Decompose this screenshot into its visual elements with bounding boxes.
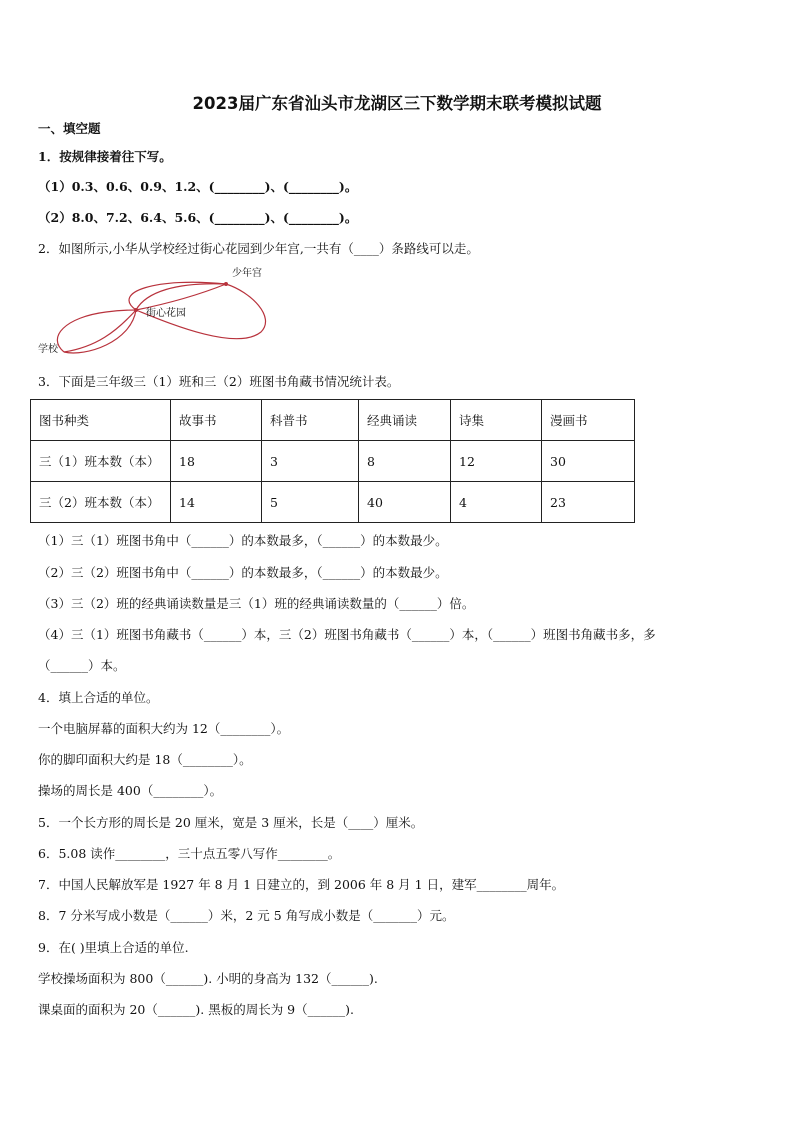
table-header-row [31,400,635,441]
page-title: 2023届广东省汕头市龙湖区三下数学期末联考模拟试题 [192,94,602,113]
question-1-stem: 1．按规律接着往下写。 [38,149,172,164]
table-cell: 40 [359,482,451,523]
table-row [31,441,635,482]
table-cell: 5 [262,482,359,523]
question-4-line-1: 一个电脑屏幕的面积大约为 12（________）。 [38,721,290,736]
question-1-line-1: （1）0.3、0.6、0.9、1.2、(________)、(________)。 [38,179,358,194]
table-cell: 4 [451,482,542,523]
question-9-line-1: 学校操场面积为 800（______). 小明的身高为 132（______). [38,971,378,986]
table-cell: 科普书 [262,400,359,441]
question-4-stem: 4．填上合适的单位。 [38,690,159,705]
question-9-line-2: 课桌面的面积为 20（______). 黑板的周长为 9（______). [38,1002,354,1017]
question-3-sub-3: （3）三（2）班的经典诵读数量是三（1）班的经典诵读数量的（______）倍。 [38,596,475,611]
question-4-line-3: 操场的周长是 400（________）。 [38,783,223,798]
garden-label: 街心花园 [146,308,186,319]
table-cell: 诗集 [451,400,542,441]
palace-label: 少年宫 [232,268,262,279]
question-2-stem: 2．如图所示,小华从学校经过街心花园到少年宫,一共有（____）条路线可以走。 [38,241,479,256]
table-cell: 三（1）班本数（本） [31,441,171,482]
table-cell: 3 [262,441,359,482]
question-7: 7．中国人民解放军是 1927 年 8 月 1 日建立的，到 2006 年 8 月 1 日，建军________周年。 [38,877,565,892]
question-4-line-2: 你的脚印面积大约是 18（________）。 [38,752,252,767]
table-cell: 经典诵读 [359,400,451,441]
question-3-sub-2: （2）三（2）班图书角中（______）的本数最多，（______）的本数最少。 [38,565,448,580]
question-3-sub-1: （1）三（1）班图书角中（______）的本数最多，（______）的本数最少。 [38,533,448,548]
question-3-stem: 3．下面是三年级三（1）班和三（2）班图书角藏书情况统计表。 [38,374,400,389]
question-1-line-2: （2）8.0、7.2、6.4、5.6、(________)、(________)。 [38,210,358,225]
table-cell: 30 [542,441,635,482]
table-cell: 18 [171,441,262,482]
table-cell: 14 [171,482,262,523]
question-6: 6．5.08 读作________，三十点五零八写作________。 [38,846,341,861]
question-8: 8．7 分米写成小数是（______）米，2 元 5 角写成小数是（_______）元。 [38,908,455,923]
route-diagram [36,262,296,366]
question-5: 5．一个长方形的周长是 20 厘米，宽是 3 厘米，长是（____）厘米。 [38,815,424,830]
question-3-sub-4-cont: （______）本。 [38,658,126,673]
table-cell: 23 [542,482,635,523]
table-cell: 12 [451,441,542,482]
palace-node [224,282,228,286]
garden-node [134,308,138,312]
section-heading: 一、填空题 [38,121,101,136]
question-9-stem: 9．在( )里填上合适的单位. [38,940,189,955]
table-cell: 故事书 [171,400,262,441]
book-statistics-table [30,399,635,523]
table-cell: 图书种类 [31,400,171,441]
question-3-sub-4: （4）三（1）班图书角藏书（______）本，三（2）班图书角藏书（______）本，（______）班图书角藏书多，多 [38,627,656,642]
table-row [31,482,635,523]
table-cell: 三（2）班本数（本） [31,482,171,523]
school-label: 学校 [38,344,58,355]
table-cell: 漫画书 [542,400,635,441]
table-cell: 8 [359,441,451,482]
